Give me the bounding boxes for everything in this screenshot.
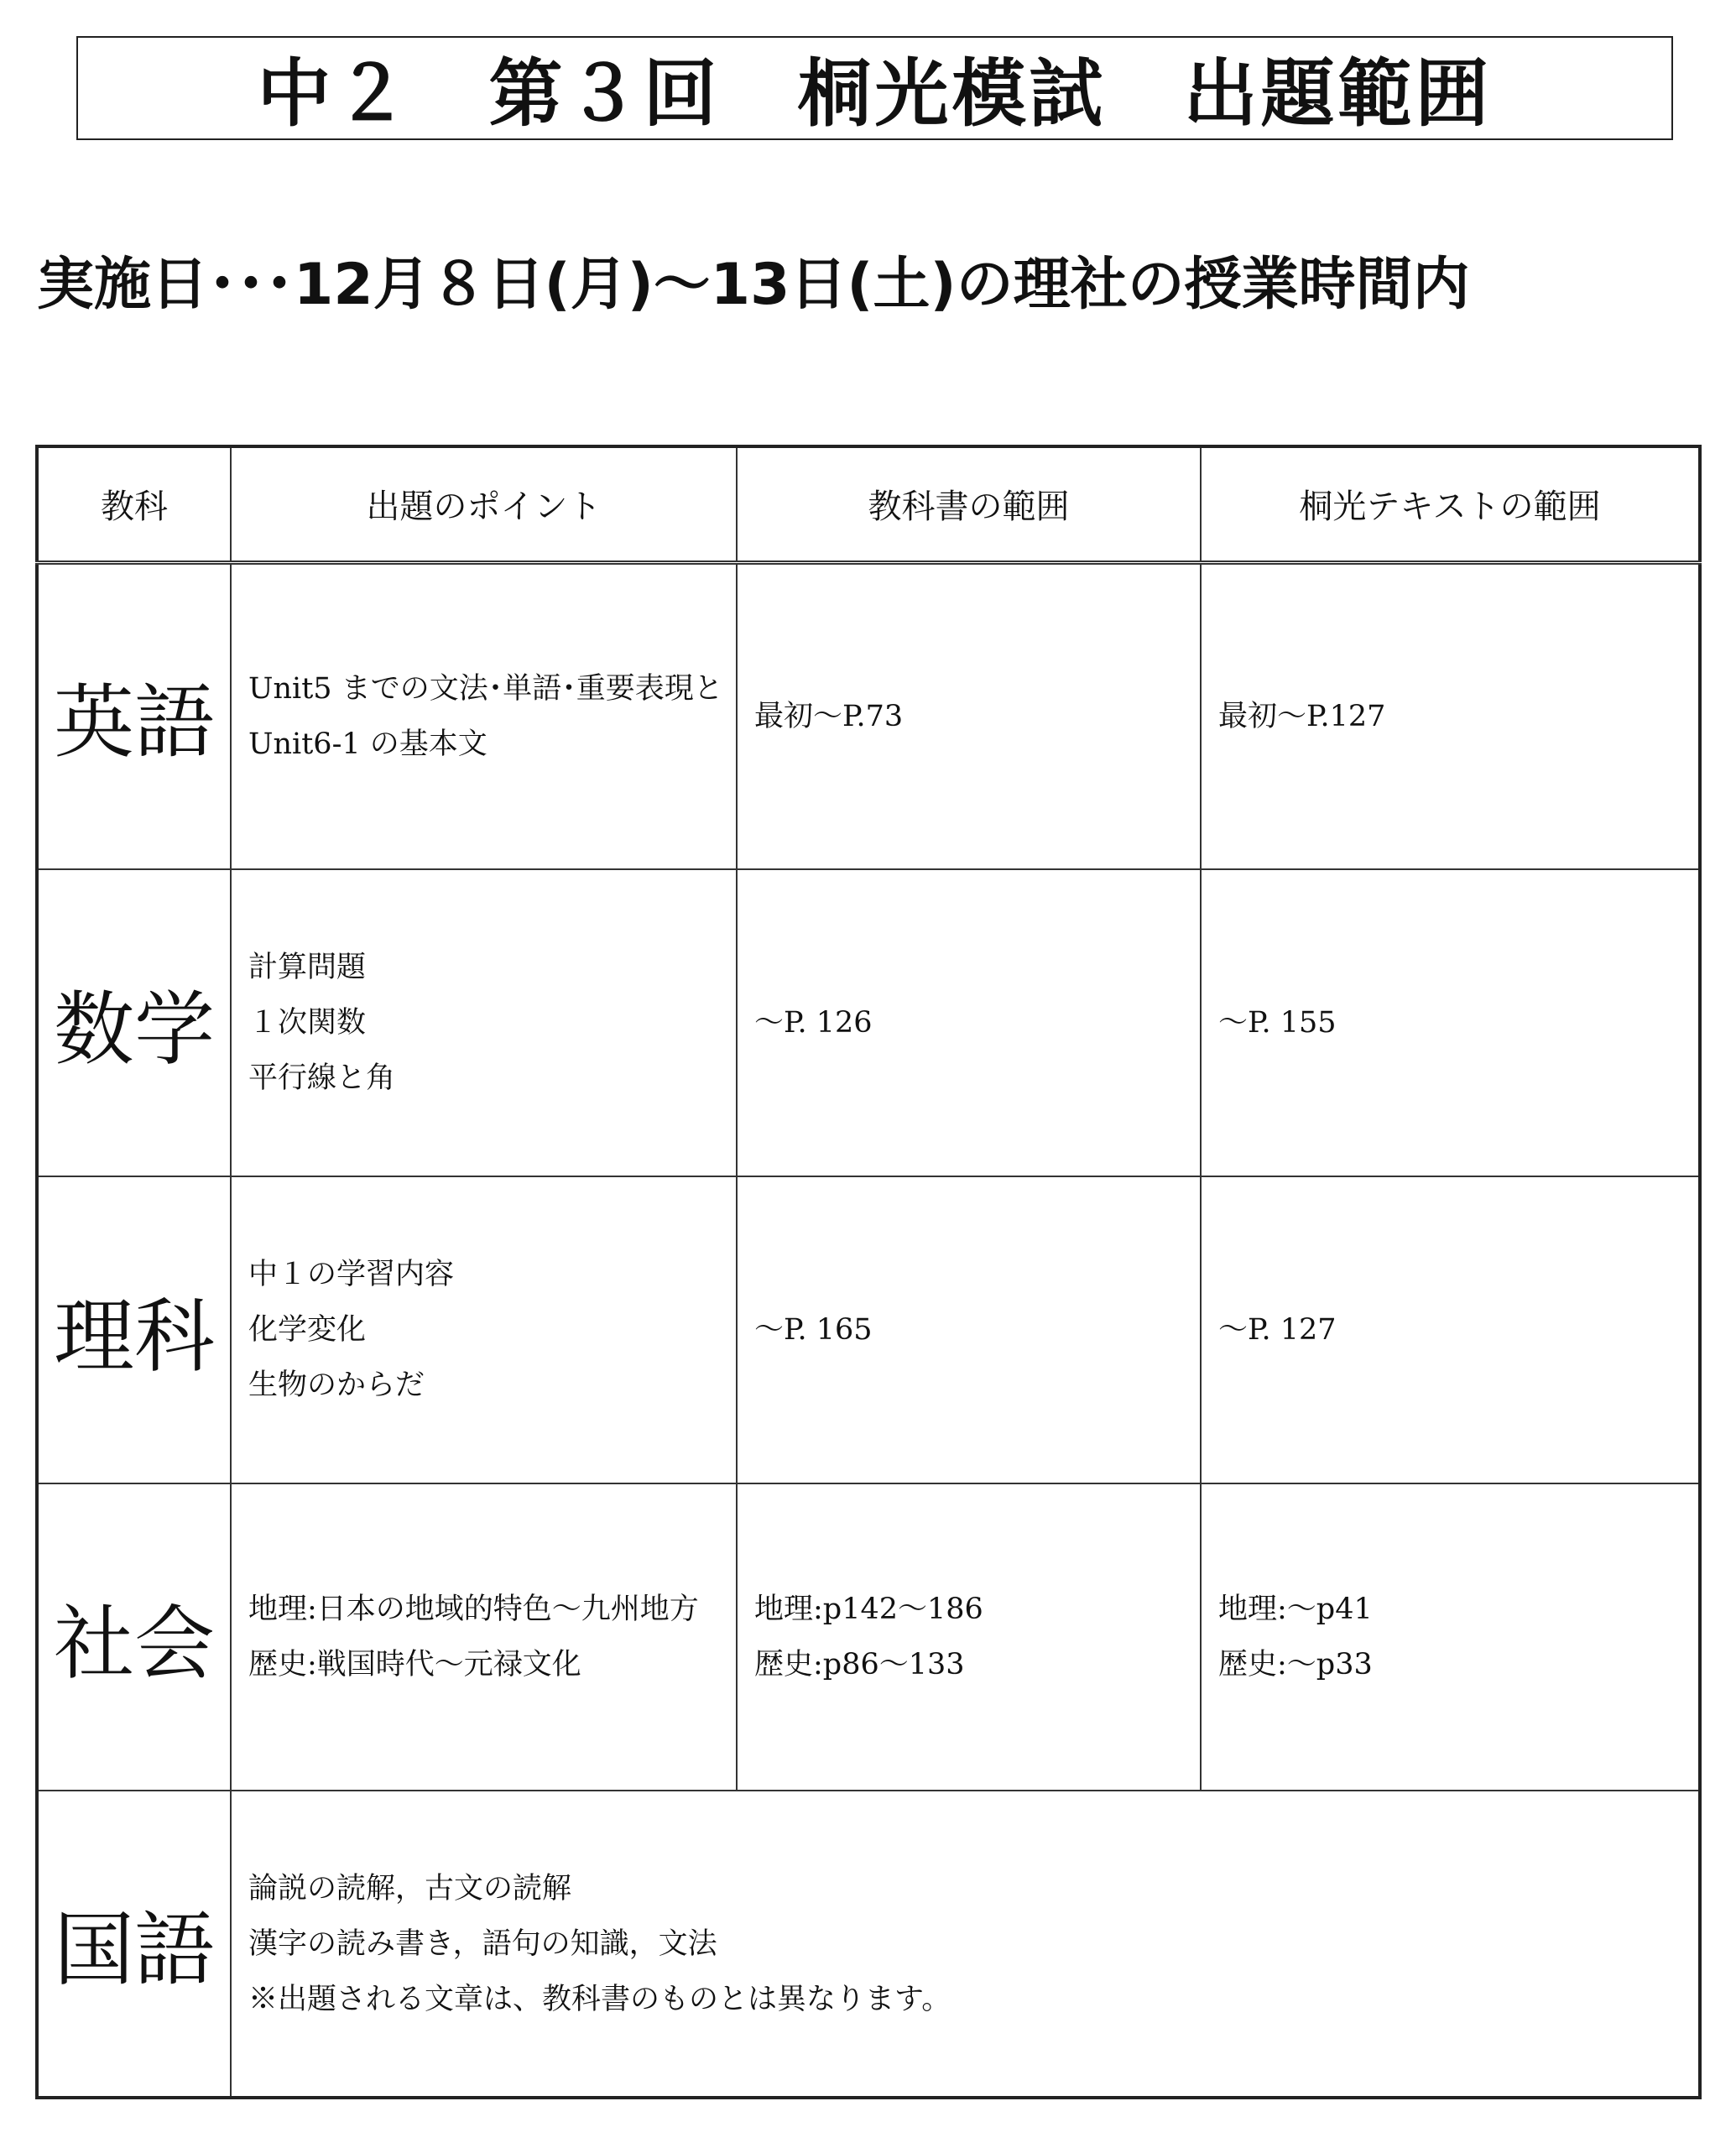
- points-line: ※出題される文章は、教科書のものとは異なります。: [248, 1982, 951, 2016]
- points-social: [231, 1483, 737, 1791]
- header-toko-text-range: 桐光テキストの範囲: [1201, 446, 1700, 562]
- table-header-row: [37, 446, 1700, 562]
- points-line: １次関数: [248, 1006, 367, 1040]
- table-row-english: [37, 562, 1700, 869]
- textbook-science: [737, 1176, 1201, 1483]
- header-subject: 教科: [37, 446, 231, 562]
- points-line: 生物のからだ: [248, 1369, 425, 1402]
- textbook-math: [737, 869, 1201, 1176]
- points-line: 平行線と角: [248, 1061, 396, 1095]
- header-points: 出題のポイント: [231, 446, 737, 562]
- toko-math: [1201, 869, 1700, 1176]
- toko-english: [1201, 562, 1700, 869]
- textbook-line: ～P. 165: [754, 1313, 873, 1347]
- table-row-social: [37, 1483, 1700, 1791]
- textbook-line: 最初～P.73: [754, 699, 904, 733]
- exam-date-line: 実施日･･･12月８日(月)～13日(土)の理社の授業時間内: [37, 252, 1470, 318]
- points-line: 歴史:戦国時代～元禄文化: [248, 1648, 581, 1681]
- exam-range-table: [35, 445, 1702, 2099]
- points-line: 漢字の読み書き，語句の知識，文法: [248, 1926, 717, 1961]
- page-title: 中２ 第３回 桐光模試 出題範囲: [257, 50, 1493, 137]
- textbook-line: 地理:p142～186: [754, 1593, 983, 1626]
- points-math: [231, 869, 737, 1176]
- toko-line: 地理:～p41: [1218, 1593, 1373, 1626]
- points-line: 論説の読解，古文の読解: [248, 1871, 572, 1906]
- textbook-line: ～P. 126: [754, 1006, 873, 1040]
- points-line: Unit6-1 の基本文: [248, 727, 487, 761]
- points-line: 地理:日本の地域的特色～九州地方: [248, 1593, 699, 1626]
- points-line: 計算問題: [248, 951, 367, 984]
- header-textbook-range: 教科書の範囲: [737, 446, 1201, 562]
- toko-line: ～P. 155: [1218, 1006, 1337, 1040]
- toko-science: [1201, 1176, 1700, 1483]
- title-box: [76, 36, 1673, 140]
- table-row-japanese: [37, 1791, 1700, 2098]
- textbook-english: [737, 562, 1201, 869]
- subject-social: 社会: [37, 1483, 231, 1791]
- toko-line: 最初～P.127: [1218, 699, 1386, 733]
- subject-math: 数学: [37, 869, 231, 1176]
- subject-science: 理科: [37, 1176, 231, 1483]
- points-line: Unit5 までの文法･単語･重要表現と: [248, 671, 723, 706]
- toko-line: ～P. 127: [1218, 1313, 1337, 1347]
- toko-social: [1201, 1483, 1700, 1791]
- points-line: 化学変化: [248, 1313, 367, 1347]
- textbook-social: [737, 1483, 1201, 1791]
- points-line: 中１の学習内容: [248, 1258, 455, 1291]
- points-english: [231, 562, 737, 869]
- points-japanese: [231, 1791, 1700, 2098]
- textbook-line: 歴史:p86～133: [754, 1648, 965, 1681]
- points-science: [231, 1176, 737, 1483]
- table-row-math: [37, 869, 1700, 1176]
- subject-english: 英語: [37, 562, 231, 869]
- toko-line: 歴史:～p33: [1218, 1648, 1373, 1681]
- table-row-science: [37, 1176, 1700, 1483]
- subject-japanese: 国語: [37, 1791, 231, 2098]
